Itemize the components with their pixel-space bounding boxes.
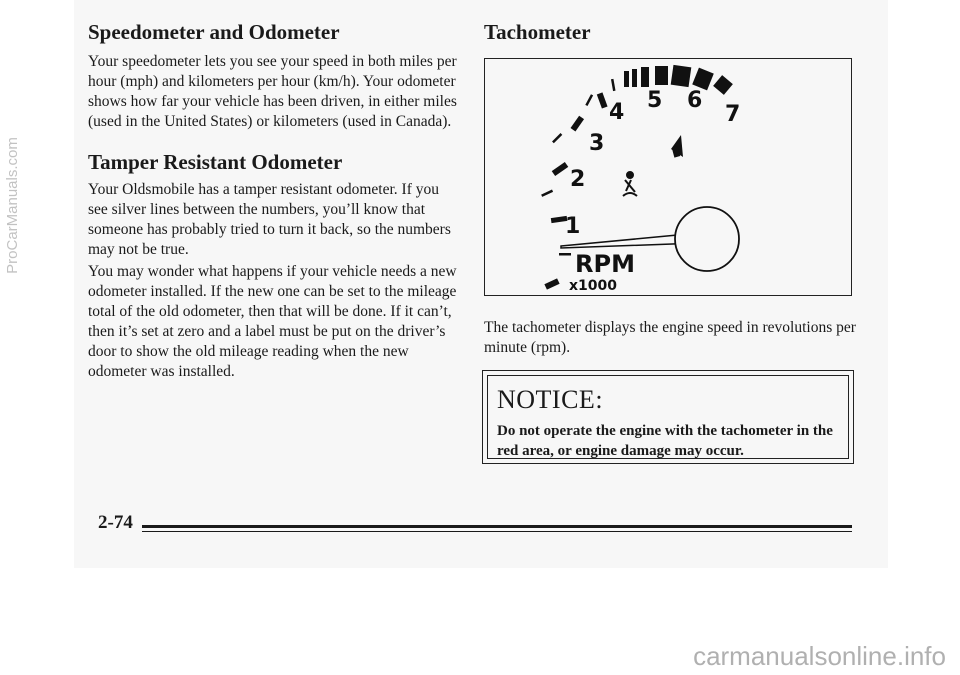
gauge-number-4: 4 xyxy=(609,100,625,125)
notice-title: NOTICE: xyxy=(497,385,604,414)
gauge-number-3: 3 xyxy=(589,131,605,156)
tamper-paragraph-2: You may wonder what happens if your vehicle needs a new odometer installed. If the new one can be set to the mileage total of the old odometer, then that will be done. If it can’t, then it’s set at zero and a label must be put on the driver’s door to show the old mileage reading when the new odometer was installed. xyxy=(88,263,457,380)
gauge-ticks xyxy=(541,79,615,223)
tachometer-heading: Tachometer xyxy=(484,20,591,44)
gauge-number-6: 6 xyxy=(687,88,703,113)
needle-hub xyxy=(675,207,739,271)
warning-indicator-icon xyxy=(671,135,683,158)
notice-text: Do not operate the engine with the tachometer in the red area, or engine damage may occur. xyxy=(497,423,833,459)
side-watermark xyxy=(0,40,24,370)
tamper-paragraph-1: Your Oldsmobile has a tamper resistant odometer. If you see silver lines between the numbers, you’ll know that someone has probably tried to turn it back, so the numbers may not be true. xyxy=(88,181,451,258)
footer-rule-thin xyxy=(142,531,852,532)
site-watermark: carmanualsonline.info xyxy=(693,641,946,671)
footer-rule-thick xyxy=(142,525,852,528)
gauge-number-5: 5 xyxy=(647,88,663,113)
tachometer-gauge xyxy=(485,59,851,295)
notice-box xyxy=(482,370,854,464)
rpm-label: RPM xyxy=(575,250,635,278)
speedometer-heading: Speedometer and Odometer xyxy=(88,20,340,44)
multiplier-label: x1000 xyxy=(569,278,617,294)
tamper-odometer-heading: Tamper Resistant Odometer xyxy=(88,150,343,174)
tachometer-illustration xyxy=(484,58,852,296)
redline-zone xyxy=(624,65,733,95)
gauge-number-1: 1 xyxy=(565,214,581,239)
seatbelt-icon xyxy=(623,172,637,196)
speedometer-paragraph: Your speedometer lets you see your speed in both miles per hour (mph) and kilometers per hour (km/h). Your odometer shows how far your vehicle has been driven, in either miles (used in the United States) or kilometers (used in Canada). xyxy=(88,53,457,130)
side-watermark-text: ProCarManuals.com xyxy=(3,136,21,274)
gauge-number-2: 2 xyxy=(570,167,586,192)
page-number: 2-74 xyxy=(98,512,133,533)
gauge-number-7: 7 xyxy=(725,102,741,127)
tachometer-caption: The tachometer displays the engine speed in revolutions per minute (rpm). xyxy=(484,319,856,356)
